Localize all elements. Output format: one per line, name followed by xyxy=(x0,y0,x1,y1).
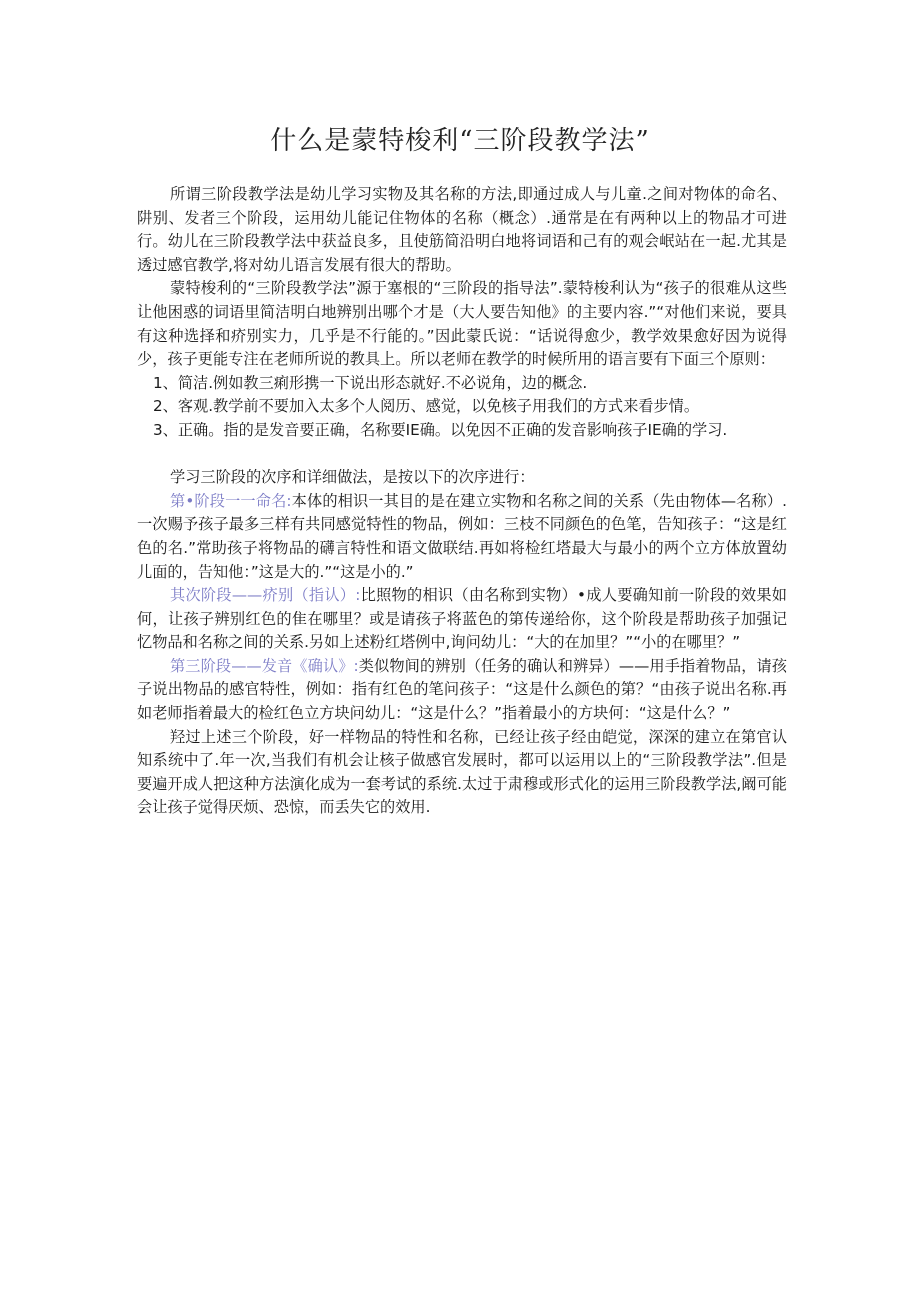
stages-intro: 学习三阶段的次序和详细做法，是按以下的次序进行： xyxy=(170,468,535,487)
stage-paragraph-2 xyxy=(137,584,787,655)
principle-item: 2、客观.教学前不要加入太多个人阅历、感觉，以免核子用我们的方式来看步情。 xyxy=(153,397,700,416)
page-title: 什么是蒙特梭利“三阶段教学法” xyxy=(270,126,650,156)
intro-paragraph-2: 蒙特梭利的“三阶段教学法”源于塞根的“三阶段的指导法”.蒙特梭利认为“孩子的很难从这些让他困惑的词语里简洁明白地辨别出哪个才是（大人要告知他》的主要内容.”“对他们来说，要具有这种选择和疥别实力，几乎是不行能的。”因此蒙氏说：“话说得愈少，教学效果愈好因为说得少，孩子更能专注在老师所说的教具上。所以老师在教学的时候所用的语言要有下面三个原则： xyxy=(137,279,787,369)
stage-paragraph-1 xyxy=(137,490,787,584)
principle-item: 1、简洁.例如教三痢形携一下说出形态就好.不必说角，边的概念. xyxy=(153,373,588,392)
stage-label: 第•阶段一一命名: xyxy=(170,491,292,510)
stage-label: 其次阶段——疥别（指认）: xyxy=(170,586,361,605)
stage-paragraph-3 xyxy=(137,655,787,726)
spacer xyxy=(137,443,787,467)
stage-label: 第三阶段——发音《确认》: xyxy=(170,656,359,675)
stage-text: 本体的相识一其目的是在建立实物和名称之间的关系（先由物体—名称）.一次赐予孩子最多三样有共同感觉特性的物品，例如：三枝不同颜色的色笔，告知孩子：“这是红色的名.”常助孩子将物品的礴言特性和语文做联结.再如将检红塔最大与最小的两个立方体放置幼儿面的，告知他：”这是大的.”“这是小的.” xyxy=(137,491,787,581)
conclusion-paragraph: 羟过上述三个阶段，好一样物品的特性和名称，已经让孩子经由皑觉，深深的建立在第官认知系统中了.年一次,当我们有机会让核子做感官发展时，都可以运用以上的“三阶段教学法”.但是要遍开成人把这种方法演化成为一套考试的系统.太过于肃穆或形式化的运用三阶段教学法,阚可能会让孩子觉得厌烦、恐惊，而丢失它的效用. xyxy=(137,727,787,817)
document-body xyxy=(137,183,787,820)
principle-item: 3、正确。指的是发音要正确，名称要IE确。以免因不正确的发音影响孩子IE确的学习. xyxy=(153,420,728,439)
stage-text: 类似物间的辨别（任务的确认和辨异）——用手指着物品，请孩子说出物品的感官特性，例如：指有红色的笔问孩子：“这是什么颜色的第？“由孩子说出名称.再如老师指着最大的检红色立方块问幼儿：“这是什么？”指着最小的方块何：“这是什么？” xyxy=(137,656,787,723)
intro-paragraph-1: 所谓三阶段教学法是幼儿学习实物及其名称的方法,即通过成人与儿童.之间对物体的命名、阱别、发者三个阶段，运用幼儿能记住物体的名称（概念）.通常是在有两种以上的物品才可进行。幼儿在三阶段教学法中获益良多，且使筋简沿明白地将词语和己有的观会岷站在一起.尤其是透过感官教学,将对幼儿语言发展有很大的帮助。 xyxy=(137,185,787,274)
stage-text: 比照物的相识（由名称到实物）•成人要确知前一阶段的效果如何，让孩子辨别红色的隹在哪里？或是请孩子将蓝色的第传递给你，这个阶段是帮助孩子加强记忆物品和名称之间的关系.另如上述粉红塔例中,询问幼儿：“大的在加里？”“小的在哪里？” xyxy=(137,586,787,652)
